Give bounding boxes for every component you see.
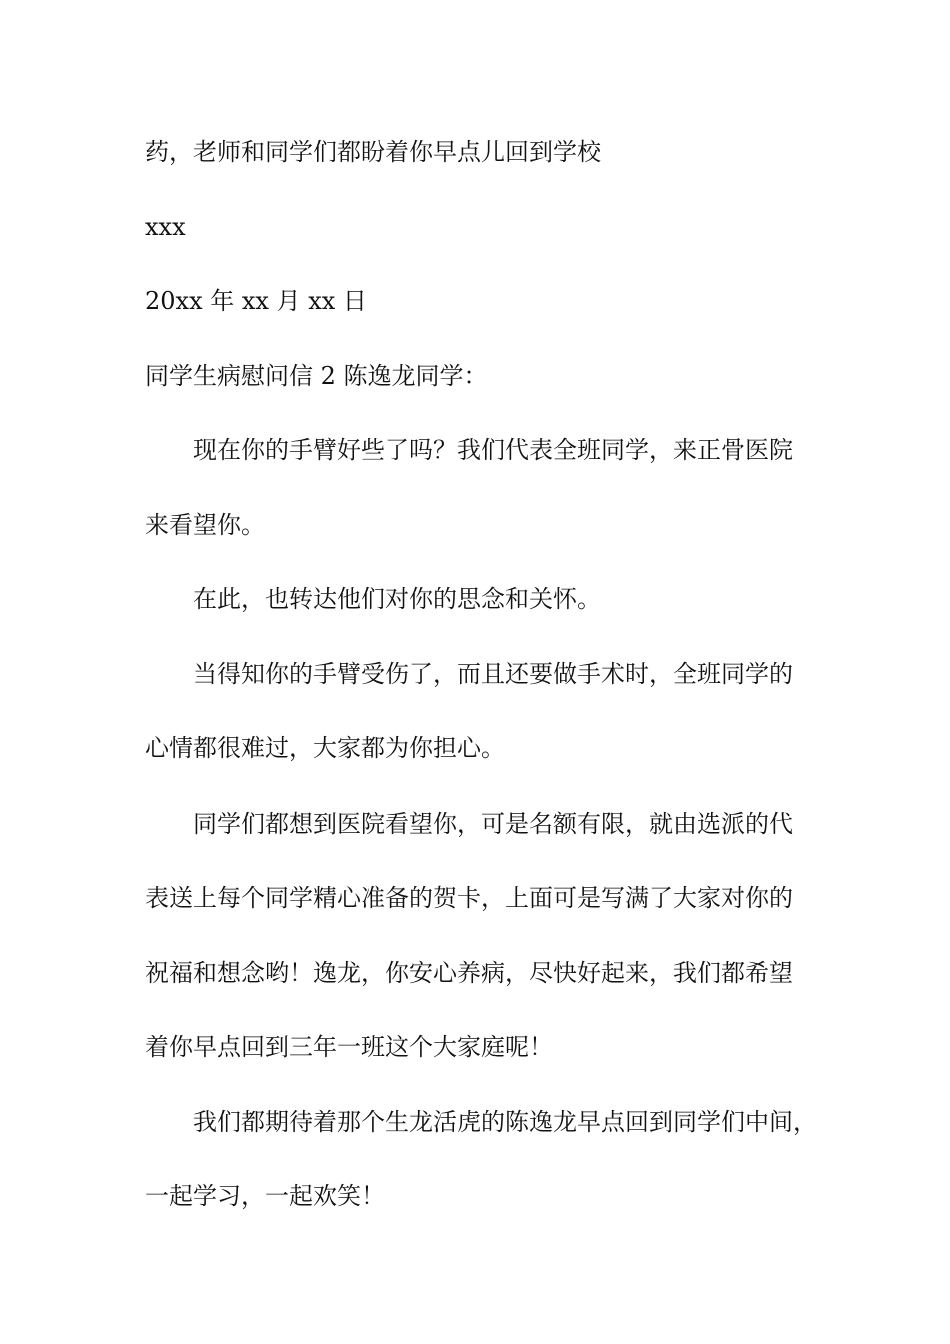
paragraph-line: 当得知你的手臂受伤了，而且还要做手术时，全班同学的 [193, 660, 793, 688]
paragraph-line: 同学们都想到医院看望你，可是名额有限，就由选派的代 [193, 810, 793, 838]
letter-heading: 同学生病慰问信 2 陈逸龙同学： [145, 362, 488, 390]
paragraph-line: 表送上每个同学精心准备的贺卡，上面可是写满了大家对你的 [145, 884, 793, 912]
signature-name: xxx [145, 213, 186, 241]
text-line-continuation: 药，老师和同学们都盼着你早点儿回到学校 [145, 138, 601, 166]
paragraph-line: 来看望你。 [145, 511, 265, 539]
letter-date: 20xx 年 xx 月 xx 日 [145, 287, 367, 315]
paragraph-line: 一起学习，一起欢笑！ [145, 1182, 385, 1210]
paragraph-line: 在此，也转达他们对你的思念和关怀。 [193, 585, 601, 613]
paragraph-line: 我们都期待着那个生龙活虎的陈逸龙早点回到同学们中间， [193, 1108, 817, 1136]
paragraph-line: 着你早点回到三年一班这个大家庭呢！ [145, 1033, 553, 1061]
paragraph-line: 祝福和想念哟！逸龙，你安心养病，尽快好起来，我们都希望 [145, 959, 793, 987]
paragraph-line: 心情都很难过，大家都为你担心。 [145, 734, 505, 762]
paragraph-line: 现在你的手臂好些了吗？我们代表全班同学，来正骨医院 [193, 436, 793, 464]
